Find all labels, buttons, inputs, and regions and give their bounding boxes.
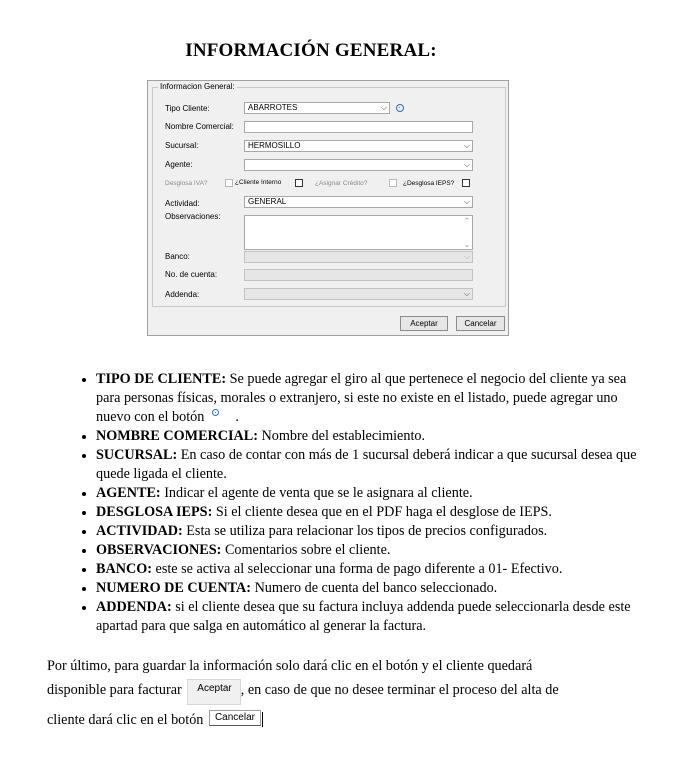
circle-plus-icon [212, 409, 219, 416]
asignar-credito-label: ¿Asignar Crédito? [315, 180, 368, 187]
scroll-down-icon[interactable]: ⌄ [464, 242, 470, 249]
actividad-select[interactable] [244, 196, 473, 208]
list-item [96, 370, 652, 427]
addenda-select[interactable] [244, 288, 473, 300]
list-item [96, 579, 652, 598]
chevron-down-icon: ⌵ [380, 103, 387, 112]
list-item [96, 560, 652, 579]
actividad-label: Actividad: [165, 199, 200, 208]
add-icon [212, 409, 221, 418]
bullet-term: ADDENDA: [96, 599, 172, 615]
bullet-term: ACTIVIDAD: [96, 523, 183, 539]
closing-line-2 [47, 679, 559, 705]
bullet-desc: Esta se utiliza para relacionar los tipos de precios configurados. [182, 523, 548, 539]
addenda-label: Addenda: [165, 290, 200, 299]
closing-line-1: Por último, para guardar la información solo dará clic en el botón y el cliente quedará [47, 658, 533, 674]
closing-text: , en caso de que no desee terminar el proceso del alta de [240, 682, 559, 698]
bullet-desc-end: . [235, 409, 239, 425]
bullet-desc: si el cliente desea que su factura incluya addenda puede seleccionarla desde este apartad para que salga en automático al generar la factura. [96, 599, 631, 634]
general-info-group [152, 82, 506, 307]
field-description-list [49, 370, 652, 636]
bullet-desc: este se activa al seleccionar una forma de pago diferente a 01- Efectivo. [151, 561, 563, 577]
tipo-cliente-select[interactable] [244, 102, 390, 114]
banco-select[interactable] [244, 251, 473, 263]
agente-select[interactable] [244, 159, 473, 171]
closing-line-3 [47, 710, 263, 729]
no-cuenta-label: No. de cuenta: [165, 270, 218, 279]
desglosa-ieps-checkbox[interactable] [462, 179, 470, 187]
sucursal-value: HERMOSILLO [248, 141, 301, 150]
client-form-screenshot [147, 80, 509, 336]
bullet-term: TIPO DE CLIENTE: [96, 371, 227, 387]
chevron-down-icon: ⌵ [463, 197, 470, 206]
nombre-comercial-input[interactable] [244, 121, 473, 133]
observaciones-textarea[interactable] [244, 215, 473, 250]
page-title: INFORMACIÓN GENERAL: [185, 40, 437, 61]
desglosa-iva-label: Desglosa IVA? [165, 180, 208, 187]
bullet-term: BANCO: [96, 561, 152, 577]
bullet-desc: Se puede agregar el giro al que pertenece el negocio del cliente ya sea para personas físicas, morales o extranjero, si este no existe en el listado, puede agregar uno nuevo con el botón [96, 371, 627, 425]
list-item [96, 598, 652, 636]
list-item [96, 503, 652, 522]
nombre-comercial-label: Nombre Comercial: [165, 122, 234, 131]
desglosa-ieps-label: ¿Desglosa IEPS? [403, 180, 455, 187]
add-tipo-cliente-icon[interactable] [396, 104, 404, 112]
bullet-desc: En caso de contar con más de 1 sucursal deberá indicar a que sucursal desea que quede ligada el cliente. [96, 447, 637, 482]
bullet-term: OBSERVACIONES: [96, 542, 222, 558]
cancel-button-image: Cancelar [209, 710, 261, 726]
cliente-interno-label: ¿Cliente Interno [235, 179, 282, 186]
desglosa-iva-checkbox[interactable] [225, 179, 233, 187]
no-cuenta-input[interactable] [244, 269, 473, 281]
cliente-interno-checkbox[interactable] [295, 179, 303, 187]
bullet-desc: Si el cliente desea que en el PDF haga el desglose de IEPS. [212, 504, 552, 520]
asignar-credito-checkbox[interactable] [389, 179, 397, 187]
cancel-button[interactable]: Cancelar [456, 316, 505, 331]
bullet-term: DESGLOSA IEPS: [96, 504, 213, 520]
bullet-term: NUMERO DE CUENTA: [96, 580, 252, 596]
text-cursor [262, 712, 263, 727]
tipo-cliente-label: Tipo Cliente: [165, 104, 210, 113]
list-item [96, 522, 652, 541]
observaciones-label: Observaciones: [165, 212, 221, 221]
chevron-down-icon: ⌵ [463, 160, 470, 169]
bullet-term: NOMBRE COMERCIAL: [96, 428, 258, 444]
closing-text: cliente dará clic en el botón [47, 712, 204, 728]
accept-button-image: Aceptar [187, 679, 240, 705]
list-item [96, 427, 652, 446]
bullet-desc: Indicar el agente de venta que se le asignara al cliente. [160, 485, 473, 501]
chevron-down-icon: ⌵ [463, 141, 470, 150]
bullet-desc: Numero de cuenta del banco seleccionado. [251, 580, 498, 596]
list-item [96, 541, 652, 560]
tipo-cliente-value: ABARROTES [248, 103, 298, 112]
bullet-desc: Comentarios sobre el cliente. [221, 542, 391, 558]
list-item [96, 446, 652, 484]
list-item [96, 484, 652, 503]
banco-label: Banco: [165, 252, 190, 261]
agente-label: Agente: [165, 160, 193, 169]
sucursal-select[interactable] [244, 140, 473, 152]
bullet-term: AGENTE: [96, 485, 161, 501]
bullet-term: SUCURSAL: [96, 447, 178, 463]
actividad-value: GENERAL [248, 197, 287, 206]
sucursal-label: Sucursal: [165, 141, 199, 150]
scroll-up-icon[interactable]: ⌃ [464, 218, 470, 225]
chevron-down-icon: ⌵ [463, 289, 470, 298]
chevron-down-icon: ⌵ [463, 252, 470, 261]
bullet-desc: Nombre del establecimiento. [257, 428, 426, 444]
group-title: Informacion General: [160, 82, 235, 91]
accept-button[interactable]: Aceptar [400, 316, 448, 331]
closing-text: disponible para facturar [47, 682, 182, 698]
